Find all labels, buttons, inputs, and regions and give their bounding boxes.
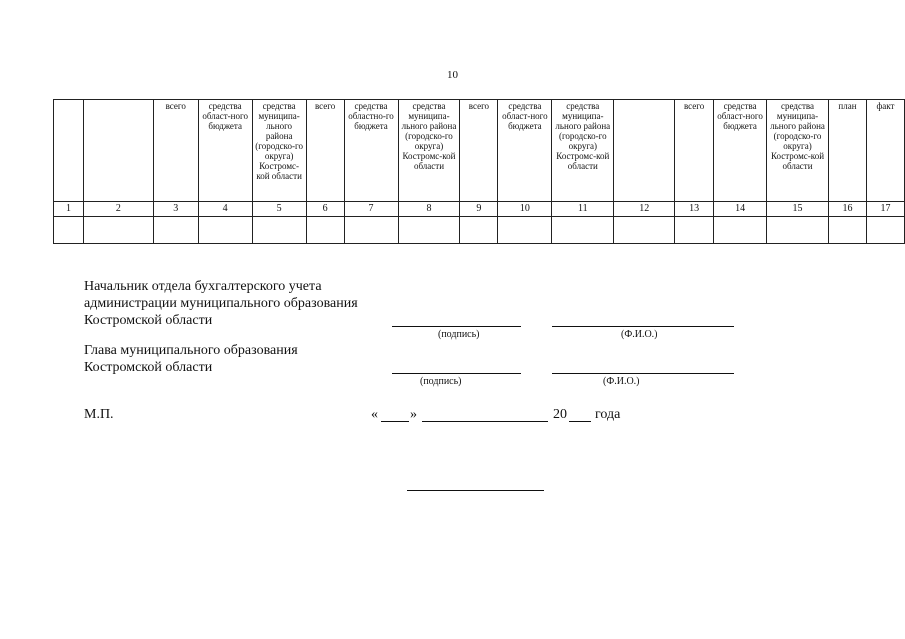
fio-line[interactable] xyxy=(552,373,734,374)
table-cell[interactable] xyxy=(153,217,198,244)
date-open-quote: « xyxy=(371,407,378,422)
stamp-label: М.П. xyxy=(84,407,114,422)
table-cell[interactable] xyxy=(828,217,866,244)
column-number: 3 xyxy=(153,202,198,217)
table-cell[interactable] xyxy=(252,217,306,244)
signature-line[interactable] xyxy=(392,373,521,374)
column-number: 13 xyxy=(675,202,714,217)
table-header-row xyxy=(54,100,905,202)
column-number: 4 xyxy=(198,202,252,217)
column-number: 16 xyxy=(828,202,866,217)
head-accounting-title-2: администрации муниципального образования xyxy=(84,296,358,311)
header-cell: средства област-ного бюджета xyxy=(198,100,252,202)
head-accounting-title-3: Костромской области xyxy=(84,313,213,328)
header-cell xyxy=(54,100,84,202)
header-cell: средства муниципа-льного района (городско-го округа) Костромс-кой области xyxy=(552,100,614,202)
table-cell[interactable] xyxy=(344,217,398,244)
date-month-line[interactable] xyxy=(422,421,548,422)
header-cell: средства муниципа-льного района (городско-го округа) Костромс-кой области xyxy=(398,100,460,202)
header-cell xyxy=(614,100,675,202)
column-number: 12 xyxy=(614,202,675,217)
table-cell[interactable] xyxy=(198,217,252,244)
head-accounting-title-1: Начальник отдела бухгалтерского учета xyxy=(84,279,322,294)
table-cell[interactable] xyxy=(614,217,675,244)
date-year-suffix: года xyxy=(595,407,621,422)
head-mo-title-2: Костромской области xyxy=(84,360,213,375)
header-cell: средства област-ного бюджета xyxy=(498,100,552,202)
date-year-line[interactable] xyxy=(569,421,591,422)
header-cell: средства муниципа-льного района (городско-го округа) Костромс-кой области xyxy=(252,100,306,202)
table-cell[interactable] xyxy=(675,217,714,244)
signature-line[interactable] xyxy=(392,326,521,327)
column-number: 10 xyxy=(498,202,552,217)
page-number: 10 xyxy=(447,69,458,81)
fio-caption: (Ф.И.О.) xyxy=(603,376,640,387)
date-close-quote: » xyxy=(410,407,417,422)
header-cell: всего xyxy=(306,100,344,202)
header-cell: средства муниципа-льного района (городско-го округа) Костромс-кой области xyxy=(767,100,829,202)
column-number: 5 xyxy=(252,202,306,217)
header-cell: всего xyxy=(460,100,498,202)
header-cell: план xyxy=(828,100,866,202)
table-cell[interactable] xyxy=(54,217,84,244)
table-data-row xyxy=(54,217,905,244)
column-number: 6 xyxy=(306,202,344,217)
column-number: 2 xyxy=(83,202,153,217)
header-cell: всего xyxy=(675,100,714,202)
table-number-row xyxy=(54,202,905,217)
column-number: 1 xyxy=(54,202,84,217)
table-cell[interactable] xyxy=(460,217,498,244)
signature-caption: (подпись) xyxy=(420,376,462,387)
column-number: 7 xyxy=(344,202,398,217)
table-cell[interactable] xyxy=(498,217,552,244)
table-cell[interactable] xyxy=(866,217,904,244)
header-cell xyxy=(83,100,153,202)
fio-caption: (Ф.И.О.) xyxy=(621,329,658,340)
column-number: 14 xyxy=(714,202,767,217)
table-cell[interactable] xyxy=(767,217,829,244)
column-number: 11 xyxy=(552,202,614,217)
fio-line[interactable] xyxy=(552,326,734,327)
closing-divider xyxy=(407,490,544,491)
date-day-line[interactable] xyxy=(381,421,409,422)
table-cell[interactable] xyxy=(306,217,344,244)
head-mo-title-1: Глава муниципального образования xyxy=(84,343,298,358)
column-number: 15 xyxy=(767,202,829,217)
header-cell: средства област-ного бюджета xyxy=(714,100,767,202)
header-cell: всего xyxy=(153,100,198,202)
date-year-prefix: 20 xyxy=(553,407,567,422)
column-number: 9 xyxy=(460,202,498,217)
table-cell[interactable] xyxy=(398,217,460,244)
column-number: 8 xyxy=(398,202,460,217)
table-cell[interactable] xyxy=(552,217,614,244)
table-cell[interactable] xyxy=(714,217,767,244)
header-cell: средства областно-го бюджета xyxy=(344,100,398,202)
table-cell[interactable] xyxy=(83,217,153,244)
signature-caption: (подпись) xyxy=(438,329,480,340)
header-cell: факт xyxy=(866,100,904,202)
report-table xyxy=(53,99,905,244)
column-number: 17 xyxy=(866,202,904,217)
